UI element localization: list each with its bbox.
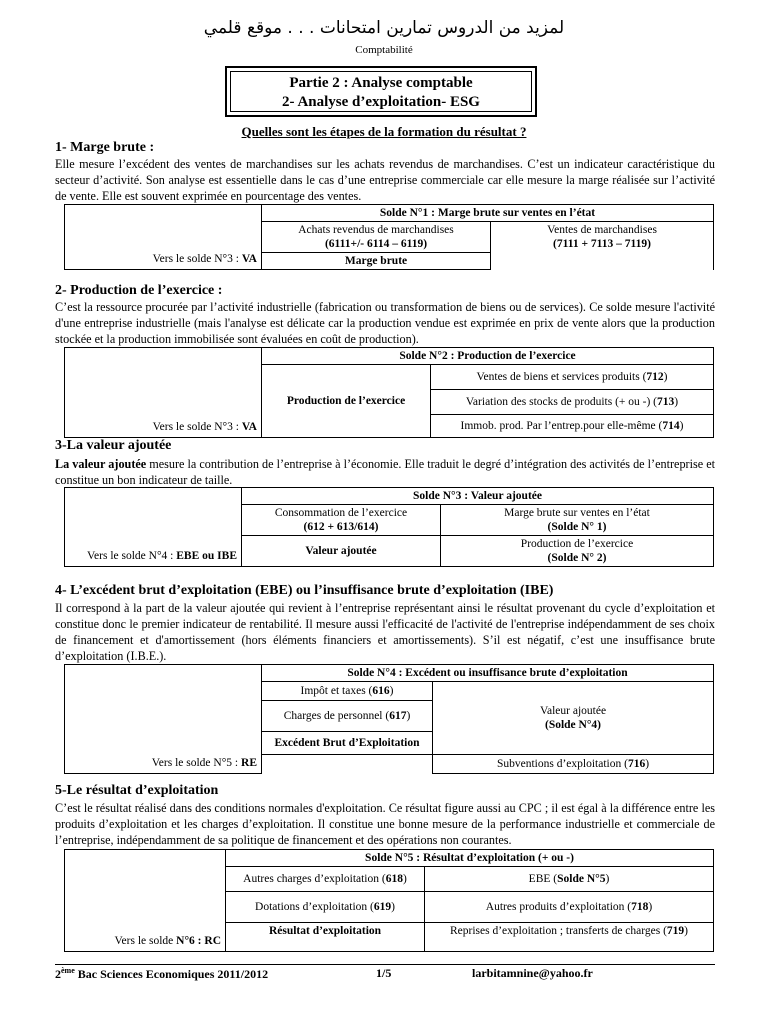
solde-5-ebe: EBE (Solde N°5) xyxy=(425,867,714,892)
solde-5-autres-charges: Autres charges d’exploitation (618) xyxy=(226,867,425,892)
solde-2-row-713: Variation des stocks de produits (+ ou -) (713) xyxy=(431,390,714,415)
solde-3-marge: Marge brute sur ventes en l’état (Solde N° 1) xyxy=(441,505,714,536)
solde-4-table xyxy=(64,664,714,774)
subject-label: Comptabilité xyxy=(355,44,413,56)
solde-5-autres-produits: Autres produits d’exploitation (718) xyxy=(425,892,714,923)
solde-5-table xyxy=(64,849,714,952)
solde-4-va: Valeur ajoutée (Solde N°4) xyxy=(433,682,714,755)
solde-5-reprises: Reprises d’exploitation ; transferts de charges (719) xyxy=(425,923,714,952)
section-2-text: C’est la ressource procurée par l’activité industrielle (fabrication ou transformation de biens ou de services). Ce solde mesure l'activité d'une entreprise industrielle (mais l'analyse est délicate car la production vendue est exprimée en prix de vente alors que la production stockée et la production immobilisée sont évaluées en coût de production). xyxy=(55,300,715,346)
solde-4-subventions: Subventions d’exploitation (716) xyxy=(433,755,714,774)
section-1-text: Elle mesure l’excédent des ventes de marchandises sur les achats revendus de marchandises. C’est un indicateur caractéristique du secteur d’activité. Son analyse est essentielle dans le cas d’une entreprise commerciale car elle mesure la marge réalisée sur l’activité de vente. Elle est souvent exprimée en pourcentage des ventes. xyxy=(55,157,715,203)
solde-5-title: Solde N°5 : Résultat d’exploitation (+ ou -) xyxy=(226,850,714,867)
solde-3-left: Vers le solde N°4 : EBE ou IBE xyxy=(65,488,242,567)
solde-3-charges: Consommation de l’exercice (612 + 613/614) xyxy=(242,505,441,536)
solde-2-row-714: Immob. prod. Par l’entrep.pour elle-même (714) xyxy=(431,415,714,438)
solde-5-dotations: Dotations d’exploitation (619) xyxy=(226,892,425,923)
solde-1-table xyxy=(64,204,714,270)
footer-level: 2ème Bac Sciences Economiques 2011/2012 xyxy=(55,966,269,981)
question-heading: Quelles sont les étapes de la formation du résultat ? xyxy=(241,124,527,139)
footer-email: larbitamnine@yahoo.fr xyxy=(472,966,593,980)
solde-1-charges: Achats revendus de marchandises (6111+/- 6114 – 6119) xyxy=(262,222,491,253)
solde-1-produits: Ventes de marchandises (7111 + 7113 – 7119) xyxy=(491,222,714,270)
solde-1-title: Solde N°1 : Marge brute sur ventes en l’état xyxy=(262,205,714,222)
solde-2-result: Production de l’exercice xyxy=(262,365,431,438)
solde-2-table xyxy=(64,347,714,438)
title-line-1: Partie 2 : Analyse comptable xyxy=(289,75,473,91)
section-5-text: C’est le résultat réalisé dans des conditions normales d'exploitation. Ce résultat figure aussi au CPC ; il est égal à la différence entre les produits d’exploitation et les charges d’exploitation. Il constitue une bonne mesure de la performance industrielle et commerciale de l’entreprise, indépendamment de sa politique de financement et des opérations non courantes. xyxy=(55,801,715,847)
solde-4-left: Vers le solde N°5 : RE xyxy=(65,665,262,774)
solde-1-left: Vers le solde N°3 : VA xyxy=(65,205,262,270)
footer-divider xyxy=(55,964,715,965)
solde-4-title: Solde N°4 : Excédent ou insuffisance brute d’exploitation xyxy=(262,665,714,682)
solde-3-table xyxy=(64,487,714,567)
section-4-text: Il correspond à la part de la valeur ajoutée qui revient à l’entreprise représentant ainsi le résultat provenant du cycle d’exploitation et constitue donc le premier indicateur de rentabilité. Il mesure aussi l'efficacité de l'activité de l'entreprise indépendamment de ses choix de financement et d'amortissement (hors éléments financiers et amortissements). S’il est négatif, c’est une insuffisance brute d’exploitation (I.B.E.). xyxy=(55,601,715,663)
section-5-heading: 5-Le résultat d’exploitation xyxy=(55,783,219,798)
solde-2-row-712: Ventes de biens et services produits (712) xyxy=(431,365,714,390)
title-line-2: 2- Analyse d’exploitation- ESG xyxy=(282,94,480,110)
solde-2-title: Solde N°2 : Production de l’exercice xyxy=(262,348,714,365)
solde-4-empty xyxy=(262,755,433,774)
section-2-heading: 2- Production de l’exercice : xyxy=(55,283,223,298)
solde-1-result: Marge brute xyxy=(262,253,491,270)
section-4-heading: 4- L’excédent brut d’exploitation (EBE) ou l’insuffisance brute d’exploitation (IBE) xyxy=(55,583,554,598)
solde-4-personnel: Charges de personnel (617) xyxy=(262,701,433,732)
solde-3-result: Valeur ajoutée xyxy=(242,536,441,567)
solde-3-production: Production de l’exercice (Solde N° 2) xyxy=(441,536,714,567)
solde-4-impots: Impôt et taxes (616) xyxy=(262,682,433,701)
arabic-banner: لمزيد من الدروس تمارين امتحانات . . . موقع قلمي xyxy=(203,18,565,38)
footer-page-number: 1/5 xyxy=(376,966,392,980)
section-3-text: La valeur ajoutée mesure la contribution de l’entreprise à l’économie. Elle traduit le degré d’intégration des activités de l’entreprise et constitue un bon indicateur de taille. xyxy=(55,457,715,487)
solde-5-result: Résultat d’exploitation xyxy=(226,923,425,952)
solde-3-title: Solde N°3 : Valeur ajoutée xyxy=(242,488,714,505)
section-1-heading: 1- Marge brute : xyxy=(55,140,155,155)
solde-5-left: Vers le solde N°6 : RC xyxy=(65,850,226,952)
section-3-heading: 3-La valeur ajoutée xyxy=(55,438,172,453)
title-box xyxy=(225,66,537,117)
solde-4-result: Excédent Brut d’Exploitation xyxy=(262,732,433,755)
solde-2-left: Vers le solde N°3 : VA xyxy=(65,348,262,438)
